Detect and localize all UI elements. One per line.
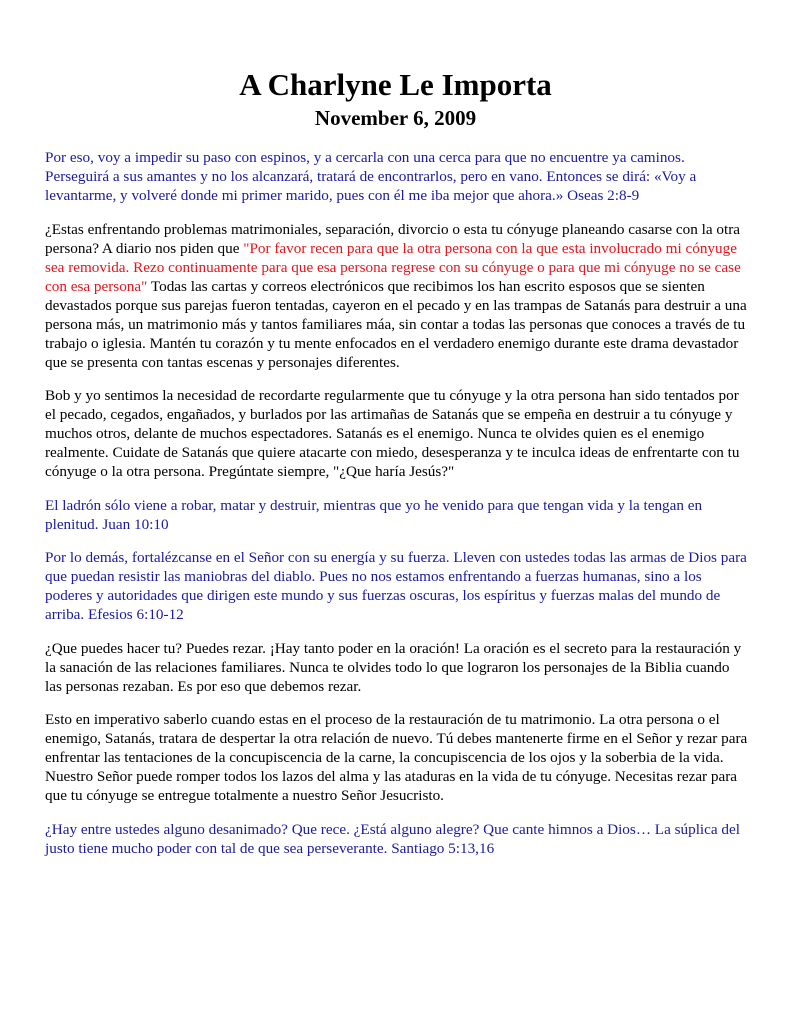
prayer-request-quote: "Por favor recen para que la otra persona con la que esta involucrado mi cónyuge sea removida. Rezo continuamente para que esa persona regrese con su cónyuge o para que mi cónyuge no se case con esa persona": [45, 239, 741, 295]
article-body: [45, 148, 748, 872]
paragraph-problems: [45, 220, 748, 372]
scripture-santiago: ¿Hay entre ustedes alguno desanimado? Que rece. ¿Está alguno alegre? Que cante himnos a Dios… La súplica del justo tiene mucho poder con tal de que sea perseverante. Santiago 5:13,16: [45, 820, 740, 857]
paragraph-bob: Bob y yo sentimos la necesidad de recordarte regularmente que tu cónyuge y la otra persona han sido tentados por el pecado, cegados, engañados, y burlados por las artimañas de Satanás que se empeña en destruir a tu cónyuge y muchos otros, delante de muchos espectadores. Satanás es el enemigo. Nunca te olvides quien es el enemigo realmente. Cuidate de Satanás que quiere atacarte con miedo, desesperanza y te inculca ideas de enfrentarte con tu cónyuge o la otra persona. Pregúntate siempre, "¿Que haría Jesús?": [45, 387, 740, 480]
paragraph-problems-rest: Todas las cartas y correos electrónicos que recibimos los han escrito esposos que se sienten devastados porque sus parejas fueron tentadas, cayeron en el pecado y en las trampas de Satanás para destruir a una persona más, un matrimonio más y tantos familiares máa, sin contar a todas las personas que conoces a través de tu trabajo o iglesia. Mantén tu corazón y tu mente enfocados en el verdadero enemigo durante este drama devastador que se presenta con tantas escenas y personajes diferentes.: [45, 277, 747, 371]
paragraph-problems-intro: ¿Estas enfrentando problemas matrimoniales, separación, divorcio o esta tu cónyuge planeando casarse con la otra persona? A diario nos piden que: [45, 220, 740, 257]
scripture-oseas: Por eso, voy a impedir su paso con espinos, y a cercarla con una cerca para que no encuentre ya caminos. Perseguirá a sus amantes y no los alcanzará, tratará de encontrarlos, pero en vano. Entonces se dirá: «Voy a levantarme, y volveré donde mi primer marido, pues con él me iba mejor que ahora.» Oseas 2:8-9: [45, 149, 697, 204]
paragraph-pray: ¿Que puedes hacer tu? Puedes rezar. ¡Hay tanto poder en la oración! La oración es el secreto para la restauración y la sanación de las relaciones familiares. Nunca te olvides todo lo que lograron los personajes de la Biblia cuando las personas rezaban. Es por eso que debemos rezar.: [45, 639, 742, 695]
scripture-juan: El ladrón sólo viene a robar, matar y destruir, mientras que yo he venido para que tengan vida y la tengan en plenitud. Juan 10:10: [45, 496, 703, 533]
page-date: November 6, 2009: [314, 106, 477, 130]
paragraph-imperative: Esto en imperativo saberlo cuando estas en el proceso de la restauración de tu matrimonio. La otra persona o el enemigo, Satanás, tratara de despertar la otra relación de nuevo. Tú debes mantenerte firme en el Señor y rezar para enfrentar las tentaciones de la concupiscencia de la carne, la concupiscencia de los ojos y la soberbia de la vida. Nuestro Señor puede romper todos los lazos del alma y las ataduras en la vida de tu cónyuge. Necesitas rezar para que tu cónyuge se entregue totalmente a nuestro Señor Jesucristo.: [45, 711, 748, 804]
page-title: A Charlyne Le Importa: [239, 67, 552, 102]
scripture-efesios: Por lo demás, fortalézcanse en el Señor con su energía y su fuerza. Lleven con ustedes todas las armas de Dios para que puedan resistir las maniobras del diablo. Pues no nos estamos enfrentando a fuerzas humanas, sino a los poderes y autoridades que dirigen este mundo y sus fuerzas oscuras, los espíritus y fuerzas malas del mundo de arriba. Efesios 6:10-12: [45, 549, 747, 623]
